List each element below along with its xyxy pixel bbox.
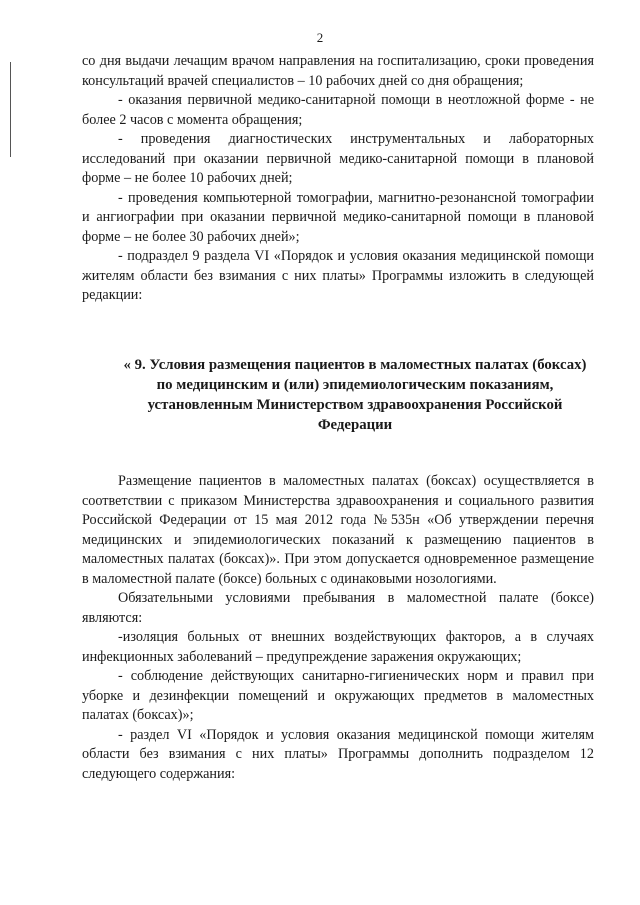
paragraph: -изоляция больных от внешних воздействующих факторов, а в случаях инфекционных заболеваний – предупреждение заражения окружающих;	[82, 629, 594, 665]
paragraph: - оказания первичной медико-санитарной помощи в неотложной форме - не более 2 часов с момента обращения;	[82, 92, 594, 128]
paragraph: со дня выдачи лечащим врачом направления на госпитализацию, сроки проведения консультаций врачей специалистов – 10 рабочих дней со дня обращения;	[82, 53, 594, 89]
paragraph: - проведения компьютерной томографии, магнитно-резонансной томографии и ангиографии при оказании первичной медико-санитарной помощи в плановой форме – не более 30 рабочих дней»;	[82, 189, 594, 245]
paragraph: Обязательными условиями пребывания в маломестной палате (боксе) являются:	[82, 590, 594, 626]
body-section	[82, 472, 594, 784]
section-heading: « 9. Условия размещения пациентов в маломестных палатах (боксах) по медицинским и (или) эпидемиологическим показаниям, установленным Министерством здравоохранения Российской Федерации	[123, 357, 587, 433]
scan-margin-mark	[10, 62, 11, 157]
paragraph: Размещение пациентов в маломестных палатах (боксах) осуществляется в соответствии с приказом Министерства здравоохранения и социального развития Российской Федерации от 15 мая 2012 года №535н «Об утверждении перечня медицинских и эпидемиологических показаний к размещению пациентов в маломестных палатах (боксах)». При этом допускается одновременное размещение в маломестной палате (боксе) больных с одинаковыми нозологиями.	[82, 473, 594, 587]
paragraph: - проведения диагностических инструментальных и лабораторных исследований при оказании первичной медико-санитарной помощи в плановой форме – не более 10 рабочих дней;	[82, 131, 594, 186]
paragraph: - подраздел 9 раздела VI «Порядок и условия оказания медицинской помощи жителям области без взимания с них платы» Программы изложить в следующей редакции:	[82, 248, 594, 303]
page-number: 2	[316, 30, 324, 45]
paragraph: - соблюдение действующих санитарно-гигиенических норм и правил при уборке и дезинфекции помещений и окружающих предметов в маломестных палатах (боксах)»;	[82, 668, 594, 723]
intro-section	[82, 52, 594, 306]
paragraph: - раздел VI «Порядок и условия оказания медицинской помощи жителям области без взимания с них платы» Программы дополнить подразделом 12 следующего содержания:	[82, 726, 594, 782]
